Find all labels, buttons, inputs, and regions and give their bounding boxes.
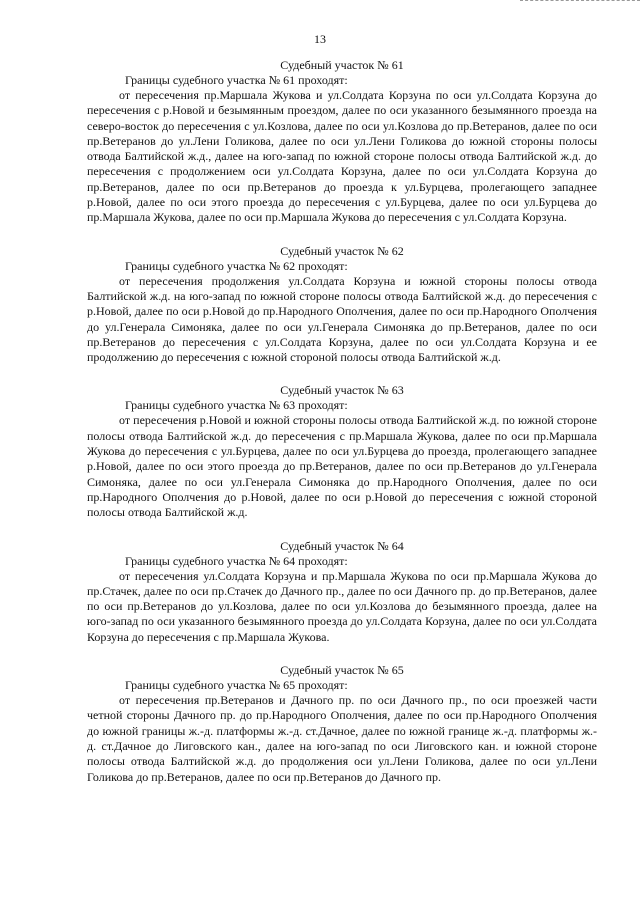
section-text: от пересечения пр.Ветеранов и Дачного пр. по оси Дачного пр., по оси проезжей части четной стороны Дачного пр. до пр.Народного Ополчения, далее по оси пр.Народного Ополчения до южной границы ж.-д. платформы ж.-д. ст.Дачное, далее по южной границе ж.-д. платформы ж.-д. ст.Дачное до Лиговского кан., далее на юго-запад по оси Лиговского кан. и южной стороне полосы отвода Балтийской ж.д. до продолжения оси ул.Лени Голикова, далее по оси ул.Лени Голикова до пр.Ветеранов, далее по оси пр.Ветеранов до Дачного пр.: [87, 693, 597, 784]
section-title: Судебный участок № 62: [280, 243, 404, 258]
section-text: от пересечения р.Новой и южной стороны полосы отвода Балтийской ж.д. по южной стороне полосы отвода Балтийской ж.д. до пересечения с пр.Маршала Жукова, далее по оси пр.Маршала Жукова до пересечения с ул.Бурцева, далее по оси ул.Бурцева до проезда, пролегающего западнее р.Новой, далее по оси этого проезда до пр.Ветеранов, далее по оси пр.Ветеранов до ул.Генерала Симоняка, далее по оси ул.Генерала Симоняка до пр.Народного Ополчения, далее по оси пр.Народного Ополчения до р.Новой, далее по оси р.Новой до пересечения с южной стороной полосы отвода Балтийской ж.д.: [87, 413, 597, 520]
section-intro: Границы судебного участка № 65 проходят:: [125, 678, 348, 693]
page-number: 13: [314, 32, 326, 46]
section-text: от пересечения пр.Маршала Жукова и ул.Солдата Корзуна по оси ул.Солдата Корзуна до пересечения с р.Новой и безымянным проездом, далее по оси указанного безымянного проезда на северо-восток до пересечения с ул.Козлова, далее по оси ул.Козлова до пр.Ветеранов, далее по оси пр.Ветеранов до ул.Лени Голикова, далее по оси ул.Лени Голикова до южной стороны полосы отвода Балтийской ж.д., далее на юго-запад по южной стороне полосы отвода Балтийской ж.д. до пересечения с продолжением оси ул.Солдата Корзуна, далее по оси ул.Солдата Корзуна до пр.Ветеранов, далее по оси пр.Ветеранов до проезда к ул.Бурцева, пролегающего западнее р.Новой, далее по оси этого проезда до пересечения с ул.Бурцева, далее по оси ул.Бурцева до пр.Маршала Жукова, далее по оси пр.Маршала Жукова до пересечения с ул.Солдата Корзуна.: [87, 88, 597, 225]
section-title: Судебный участок № 61: [280, 58, 404, 72]
section-intro: Границы судебного участка № 62 проходят:: [125, 258, 348, 273]
section-63: [87, 383, 597, 520]
top-edge-line: [520, 0, 640, 2]
section-62: [87, 244, 597, 366]
section-65: [87, 663, 597, 785]
section-64: [87, 539, 597, 645]
section-text: от пересечения продолжения ул.Солдата Корзуна и южной стороны полосы отвода Балтийской ж.д. на юго-запад по южной стороне полосы отвода Балтийской ж.д. до пересечения с р.Новой, далее по оси р.Новой до пр.Народного Ополчения, далее по оси пр.Народного Ополчения до ул.Генерала Симоняка, далее по оси ул.Генерала Симоняка до пр.Ветеранов, далее по оси пр.Ветеранов до пересечения с ул.Солдата Корзуна, далее по оси ул.Солдата Корзуна и ее продолжению до пересечения с южной стороной полосы отвода Балтийской ж.д.: [87, 273, 597, 365]
section-intro: Границы судебного участка № 61 проходят:: [125, 73, 348, 87]
section-title: Судебный участок № 65: [280, 663, 404, 678]
section-61: [87, 58, 597, 226]
document-body: [87, 58, 597, 803]
section-intro: Границы судебного участка № 64 проходят:: [125, 553, 348, 568]
section-title: Судебный участок № 63: [280, 383, 404, 398]
section-text: от пересечения ул.Солдата Корзуна и пр.Маршала Жукова по оси пр.Маршала Жукова до пр.Стачек, далее по оси пр.Стачек до Дачного пр., далее по оси Дачного пр. до пр.Ветеранов, далее по оси пр.Ветеранов до ул.Козлова, далее по оси ул.Козлова до безымянного проезда, далее на юго-запад по оси указанного безымянного проезда до ул.Солдата Корзуна, далее по оси ул.Солдата Корзуна до пересечения с пр.Маршала Жукова.: [87, 568, 597, 644]
section-intro: Границы судебного участка № 63 проходят:: [125, 398, 348, 413]
section-title: Судебный участок № 64: [280, 538, 404, 553]
